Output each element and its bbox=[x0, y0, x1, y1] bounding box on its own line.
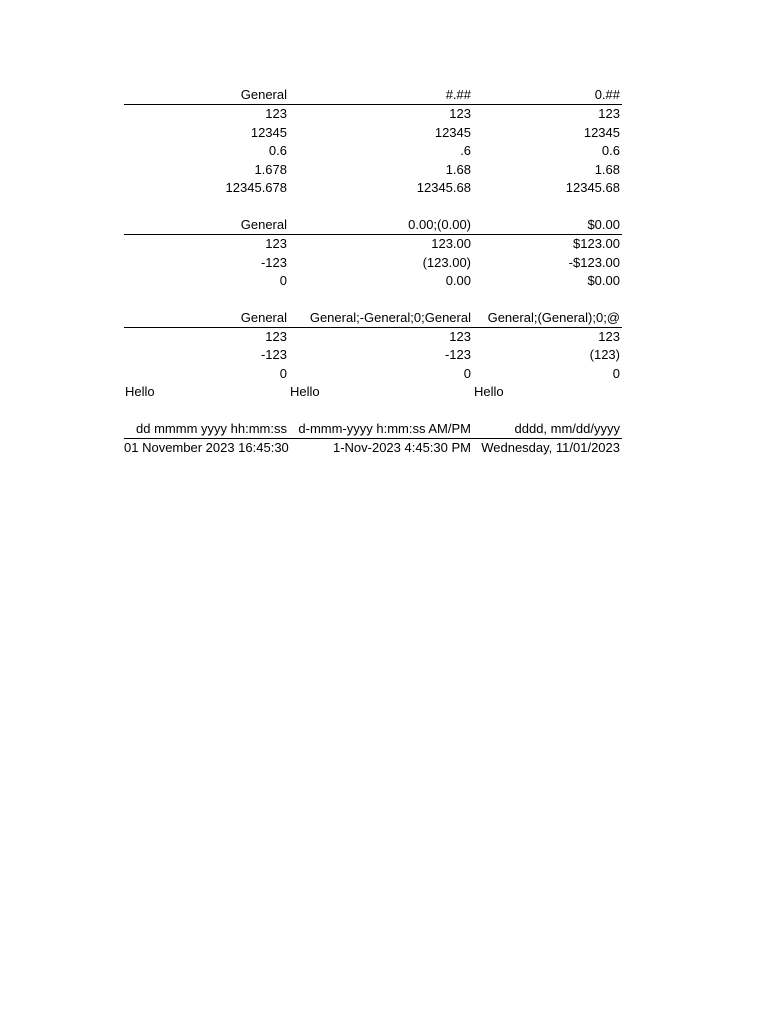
table-cell[interactable]: 123 bbox=[598, 106, 620, 122]
table-cell[interactable]: 0 bbox=[612, 365, 620, 381]
table-cell[interactable]: (123.00) bbox=[422, 254, 471, 270]
header-cell-format[interactable]: d-mmm-yyyy h:mm:ss AM/PM bbox=[298, 421, 471, 437]
date-format-section bbox=[124, 420, 622, 458]
table-row bbox=[124, 365, 622, 383]
header-cell-general[interactable]: General bbox=[240, 216, 287, 232]
header-cell-general[interactable]: General bbox=[240, 87, 287, 102]
table-cell[interactable]: 01 November 2023 16:45:30 bbox=[124, 440, 289, 456]
table-cell[interactable]: 1.68 bbox=[445, 161, 471, 177]
table-row bbox=[124, 346, 622, 364]
table-cell[interactable]: 1-Nov-2023 4:45:30 PM bbox=[332, 440, 471, 456]
spreadsheet-page bbox=[124, 86, 622, 458]
text-cell[interactable]: Hello bbox=[474, 384, 504, 400]
table-cell[interactable]: 123 bbox=[449, 106, 471, 122]
table-cell[interactable]: $123.00 bbox=[573, 236, 620, 252]
table-cell[interactable]: 0.6 bbox=[268, 143, 287, 159]
header-cell-format[interactable]: 0.## bbox=[594, 87, 620, 102]
text-cell[interactable]: Hello bbox=[290, 384, 320, 400]
table-cell[interactable]: 0 bbox=[279, 272, 287, 288]
blank-row bbox=[124, 197, 622, 215]
header-row bbox=[124, 216, 622, 235]
table-cell[interactable]: 0.00 bbox=[445, 272, 471, 288]
table-row bbox=[124, 254, 622, 272]
table-row bbox=[124, 272, 622, 290]
table-cell[interactable]: 12345.678 bbox=[225, 179, 287, 195]
table-cell[interactable]: 123 bbox=[449, 329, 471, 345]
table-cell[interactable]: (123) bbox=[589, 347, 620, 363]
table-cell[interactable]: 0.6 bbox=[601, 143, 620, 159]
blank-row bbox=[124, 402, 622, 420]
table-cell[interactable]: -$123.00 bbox=[568, 254, 620, 270]
table-row bbox=[124, 124, 622, 142]
table-cell[interactable]: -123 bbox=[260, 254, 287, 270]
header-cell-format[interactable]: #.## bbox=[445, 87, 471, 102]
table-row bbox=[124, 439, 622, 457]
table-cell[interactable]: -123 bbox=[444, 347, 471, 363]
table-row bbox=[124, 142, 622, 160]
number-format-section-2 bbox=[124, 216, 622, 291]
header-cell-format[interactable]: General;-General;0;General bbox=[309, 309, 471, 325]
header-row bbox=[124, 309, 622, 328]
table-cell[interactable]: 123 bbox=[265, 236, 287, 252]
table-row bbox=[124, 105, 622, 123]
number-format-section-1 bbox=[124, 86, 622, 197]
header-cell-format[interactable]: 0.00;(0.00) bbox=[408, 216, 471, 232]
table-row bbox=[124, 179, 622, 197]
table-cell[interactable]: Wednesday, 11/01/2023 bbox=[481, 440, 620, 456]
header-cell-format[interactable]: $0.00 bbox=[587, 216, 620, 232]
header-row bbox=[124, 86, 622, 105]
header-cell-format[interactable]: dd mmmm yyyy hh:mm:ss bbox=[136, 421, 287, 437]
table-cell[interactable]: 12345 bbox=[434, 124, 471, 140]
table-cell[interactable]: 0 bbox=[463, 365, 471, 381]
table-cell[interactable]: 0 bbox=[279, 365, 287, 381]
text-row bbox=[124, 383, 622, 401]
table-cell[interactable]: 12345.68 bbox=[416, 179, 471, 195]
header-cell-format[interactable]: dddd, mm/dd/yyyy bbox=[514, 421, 620, 437]
table-cell[interactable]: 123 bbox=[265, 106, 287, 122]
table-cell[interactable]: 123.00 bbox=[431, 236, 471, 252]
table-cell[interactable]: 12345.68 bbox=[565, 179, 620, 195]
table-cell[interactable]: 12345 bbox=[250, 124, 287, 140]
table-row bbox=[124, 235, 622, 253]
text-cell[interactable]: Hello bbox=[125, 384, 155, 400]
table-cell[interactable]: 1.678 bbox=[254, 161, 287, 177]
table-cell[interactable]: -123 bbox=[260, 347, 287, 363]
table-cell[interactable]: $0.00 bbox=[587, 272, 620, 288]
table-row bbox=[124, 328, 622, 346]
header-row bbox=[124, 420, 622, 439]
table-cell[interactable]: 123 bbox=[265, 329, 287, 345]
table-row bbox=[124, 161, 622, 179]
table-cell[interactable]: .6 bbox=[460, 143, 471, 159]
header-cell-general[interactable]: General bbox=[240, 309, 287, 325]
table-cell[interactable]: 123 bbox=[598, 329, 620, 345]
blank-row bbox=[124, 290, 622, 308]
table-cell[interactable]: 12345 bbox=[583, 124, 620, 140]
table-cell[interactable]: 1.68 bbox=[594, 161, 620, 177]
header-cell-format[interactable]: General;(General);0;@ bbox=[487, 309, 620, 325]
number-format-section-3 bbox=[124, 309, 622, 402]
